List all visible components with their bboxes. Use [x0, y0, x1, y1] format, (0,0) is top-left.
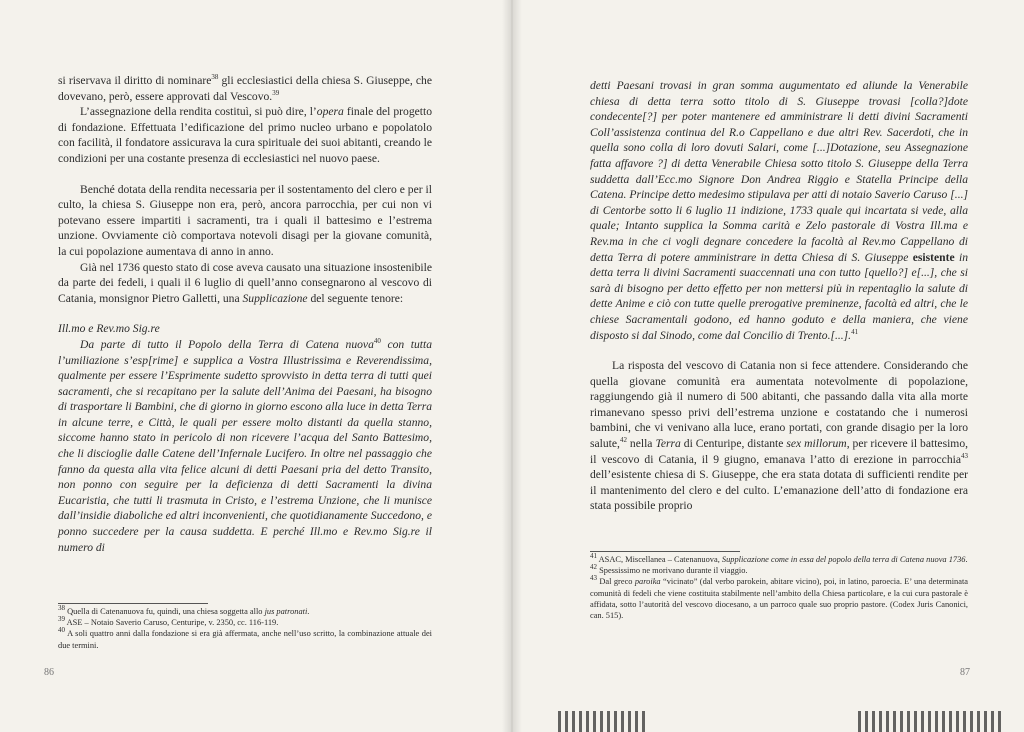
right-page-body	[590, 78, 968, 514]
paragraph-l2	[58, 104, 432, 166]
text-run: A soli quattro anni dalla fondazione si era già affermata, anche nell’uso scritto, la combinazione attuale dei due termini.	[58, 629, 432, 650]
right-footnotes	[590, 554, 968, 621]
right-page-number: 87	[960, 667, 970, 678]
left-page-body	[58, 73, 432, 555]
scan-edge-marks-left	[558, 711, 645, 732]
paragraph-l6	[58, 337, 432, 555]
footnote-ref: 39	[272, 88, 280, 97]
footnote-fn40	[58, 628, 432, 650]
text-run: di Centuripe, distante	[680, 437, 787, 451]
text-run: Spessissimo ne morivano durante il viaggio.	[597, 566, 748, 576]
text-run: jus patronati	[264, 607, 308, 616]
footnote-fn41	[590, 554, 968, 565]
text-run: paroika	[634, 577, 661, 587]
paragraph-l1	[58, 73, 432, 104]
paragraph-l3	[58, 182, 432, 260]
text-run: Da parte di tutto il Popolo della Terra di Catena nuova	[80, 337, 374, 351]
text-run: Dal greco	[597, 577, 635, 587]
text-run: con tutta l’umiliazione s’esp[rime] e supplica a Vostra Illustrissima e Reverendissima, qualmente per essere l’Esprimente sudetto sprovvisto in detta terra di tutti quei sacramenti, che si recapitano per la salute dell’Anima dei Paesani, ha bisogno di trasportare li Bambini, che di giorno in giorno escono alla luce in detta Terra in alcune terre, e Città, le quali per essere molto distanti da quella stanno, siccome hanno stato in pericolo di non ricevere l’acqua del Santo Battesimo, che li discioglie dalle Catene dell’Infernale Lucifero. In oltre nel passaggio che fanno da questa alla vita felice alcuni di detti Paesani pria del detto Transito, non ponno con seguire per la deficienza di detti Sacramenti la divina Eucaristia, che tutti li trasmuta in Cristo, e l’estrema Unzione, che li munisce dall’insidie diaboliche ed altri inconvenienti, che quotidianamente Succedono, e ponno succedere per la causa suddetta. E perché Ill.mo e Rev.mo Sig.re il numero di	[58, 337, 432, 554]
text-run: si riservava il diritto di nominare	[58, 74, 212, 87]
paragraph-gap	[58, 167, 432, 182]
left-page	[0, 0, 510, 732]
text-run: detti Paesani trovasi in gran somma augumentato ed aliunde la Venerabile chiesa di detta terra sotto titolo di S. Giuseppe trovasi [colla?]dote condecente[?] per poter mantenere ed amministrare li detti divini Sacramenti Coll’assistenza continua del R.o Cappellano e due altri Rev. Sacerdoti, che in quella sono colla di loro dovuti Salari, come [...]Dotazione, seu Assegnazione fatta affavore ?] di detta Venerabile Chiesa sotto titolo S. Giuseppe della Terra suddetta dall’Ecc.mo Signore Don Andrea Riggio e Statella Principe della Catena. Principe detto medesimo stipulava per atti di notaio Saverio Caruso [...] di Centorbe sotto li 6 luglio 11 indizione, 1733 quale qui incartata si vede, alla quale; Intanto supplica la Somma carità e Zelo pastorale di Vostra Ill.ma e Rev.ma in che ci vogli degnare concedere la facoltà al Rev.mo Cappellano di detta Terra di potere amministrare in detta Chiesa di S. Giuseppe	[590, 79, 968, 264]
text-run: .	[965, 555, 968, 564]
footnote-fn38	[58, 606, 432, 617]
text-run: Quella di Catenanuova fu, quindi, una chiesa soggetta allo	[65, 607, 265, 616]
text-run: Ill.mo e Rev.mo Sig.re	[58, 322, 160, 336]
text-run: , per ricevere il battesimo, il vescovo di Catania, il 9 giugno, emanava l’atto di erezione in parrocchia	[590, 437, 969, 466]
book-gutter	[502, 0, 522, 732]
footnote-ref: 41	[851, 327, 859, 336]
text-run: gli ecclesiastici della chiesa S. Giuseppe, che dovevano, però, essere approvati dal Vescovo.	[58, 74, 432, 103]
text-run: sex millorum	[786, 437, 847, 451]
right-page	[510, 0, 1024, 732]
text-run: finale del progetto di fondazione. Effettuata l’edificazione del primo nucleo urbano e popolatolo con facilità, il fondatore assicurava la cura spirituale dei suoi abitanti, creando le condizioni per una costante presenza di ecclesiastici nel nuovo paese.	[58, 105, 432, 165]
footnote-ref: 43	[961, 451, 968, 460]
text-run: Supplicazione	[242, 291, 308, 305]
paragraph-gap	[58, 306, 432, 321]
footnote-fn43	[590, 576, 968, 621]
text-run: Già nel 1736 questo stato di cose aveva causato una situazione insostenibile da parte dei fedeli, i quali il 6 luglio di quell’anno consegnarono al vescovo di Catania, monsignor Pietro Galletti, una	[58, 260, 432, 305]
text-run: nella	[626, 437, 656, 451]
left-page-number: 86	[44, 667, 54, 678]
footnote-fn42	[590, 565, 968, 576]
text-run: La risposta del vescovo di Catania non si fece attendere. Considerando che quella giovane comunità era aumentata notevolmente di popolazione, raggiungendo già il numero di 500 abitanti, che passando dalla vita alla morte rimanevano spesso privi dell’estrema unzione e costatando che i numerosi bambini, che vi venivano alla luce, erano portati, con grande disagio per la loro salute,	[590, 359, 968, 451]
text-run: in detta terra li divini Sacramenti suaccennati una con tutto [quello?] e[...], che si sarà di bisogno per detto effetto per non mettersi più in repentaglio la salute di dette Anime e ciò con tutte quelle prerogative preminenze, facoltà ed altri, che le chiese Sacramentali godono, ed hanno goduto e della maniera, che viene disposto si dal Sinodo, come dal Concilio di Trento.[...].	[590, 250, 968, 342]
text-run: del seguente tenore:	[307, 291, 404, 305]
footnote-ref: 38	[211, 73, 219, 82]
paragraph-r2	[590, 358, 968, 514]
text-run: ASE – Notaio Saverio Caruso, Centuripe, v. 2350, cc. 116-119.	[65, 618, 279, 628]
footnote-ref: 40	[58, 626, 65, 635]
right-footnote-rule	[590, 551, 740, 552]
paragraph-l4	[58, 260, 432, 307]
paragraph-gap	[590, 343, 968, 358]
footnote-ref: 40	[373, 337, 381, 346]
paragraph-r1	[590, 78, 968, 343]
paragraph-l5	[58, 321, 432, 337]
footnote-ref: 43	[590, 574, 597, 583]
text-run: esistente	[912, 250, 955, 264]
footnote-ref: 39	[58, 615, 65, 624]
left-footnote-rule	[58, 603, 208, 604]
left-footnotes	[58, 606, 432, 651]
text-run: Terra	[655, 437, 681, 451]
text-run: Benché dotata della rendita necessaria per il sostentamento del clero e per il culto, la chiesa S. Giuseppe non era, però, ancora parrocchia, per cui non vi potevano essere impartiti i sacramenti, tra i quali il battesimo e l’estrema unzione. Ovviamente ciò comportava notevoli disagi per la giovane comunità, la cui popolazione aumentava di anno in anno.	[58, 182, 432, 258]
footnote-fn39	[58, 617, 432, 628]
footnote-ref: 38	[58, 604, 65, 613]
text-run: .	[307, 607, 310, 616]
text-run: L’assegnazione della rendita costituì, si può dire, l’	[80, 105, 317, 119]
footnote-ref: 41	[590, 552, 597, 561]
text-run: ASAC, Miscellanea – Catenanuova,	[597, 555, 722, 564]
text-run: “vicinato” (dal verbo parokein, abitare vicino), poi, in latino, paroecia. E’ una determinata comunità di fedeli che viene costituita stabilmente nell’ambito della Chiesa particolare, e la cui cura pastorale è affidata, sotto l’autorità del vescovo diocesano, a un parroco quale suo proprio pastore. (Codex Juris Canonici, can. 515).	[590, 577, 968, 621]
scan-edge-marks-right	[858, 711, 1001, 732]
text-run: opera	[316, 105, 344, 119]
text-run: Supplicazione come in essa del popolo della terra di Catena nuova 1736	[721, 555, 966, 564]
text-run: dell’esistente chiesa di S. Giuseppe, che era stata dotata di sufficienti rendite per il mantenimento del clero e del culto. L’emanazione dell’atto di fondazione era stata possibile proprio	[590, 468, 968, 513]
footnote-ref: 42	[619, 436, 627, 445]
footnote-ref: 42	[590, 563, 597, 572]
